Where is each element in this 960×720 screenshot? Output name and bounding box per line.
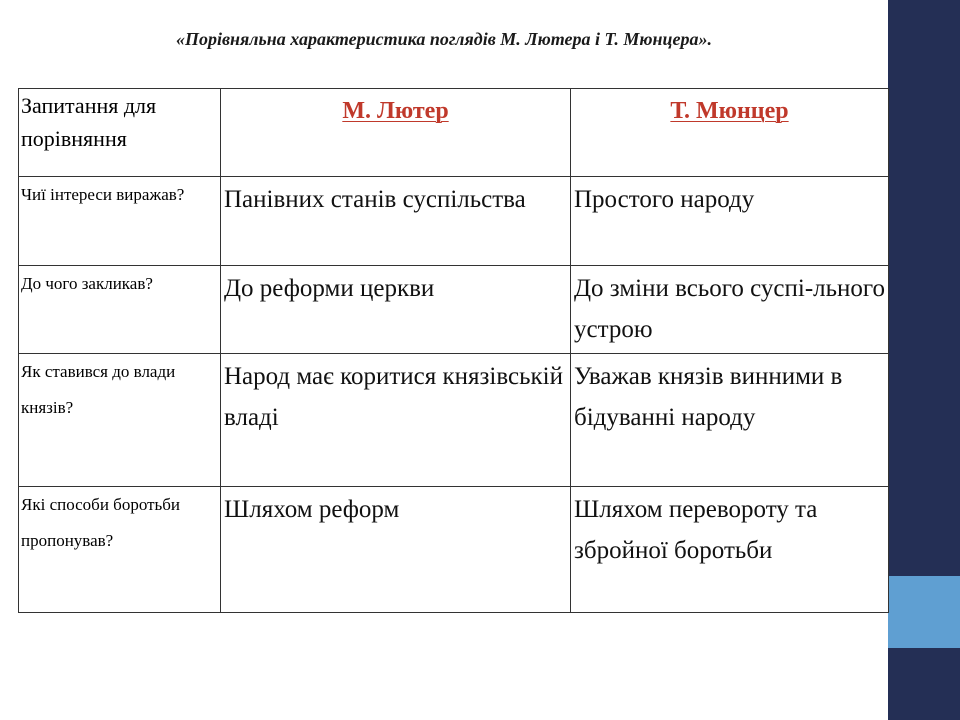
row-muntzer-answer: До зміни всього суспі-льного устрою [571,266,889,354]
table-row [19,487,889,613]
table-header-row [19,89,889,177]
row-luther-answer: До реформи церкви [221,266,571,354]
row-muntzer-answer: Шляхом перевороту та збройної боротьби [571,487,889,613]
header-luther: М. Лютер [221,89,571,177]
row-question: До чого закликав? [19,266,221,354]
row-muntzer-answer: Уважав князів винними в бідуванні народу [571,354,889,487]
row-question: Які способи боротьби пропонував? [19,487,221,613]
row-luther-answer: Шляхом реформ [221,487,571,613]
table-row [19,177,889,266]
row-muntzer-answer: Простого народу [571,177,889,266]
sidebar-accent-block [888,576,960,648]
table-row [19,354,889,487]
row-question: Чиї інтереси виражав? [19,177,221,266]
page-title: «Порівняльна характеристика поглядів М. Лютера і Т. Мюнцера». [175,29,712,49]
row-question: Як ставився до влади князів? [19,354,221,487]
row-luther-answer: Народ має коритися князівській владі [221,354,571,487]
table-row [19,266,889,354]
comparison-table [18,88,889,613]
header-question: Запитання для порівняння [19,89,221,177]
row-luther-answer: Панівних станів суспільства [221,177,571,266]
header-muntzer: Т. Мюнцер [571,89,889,177]
